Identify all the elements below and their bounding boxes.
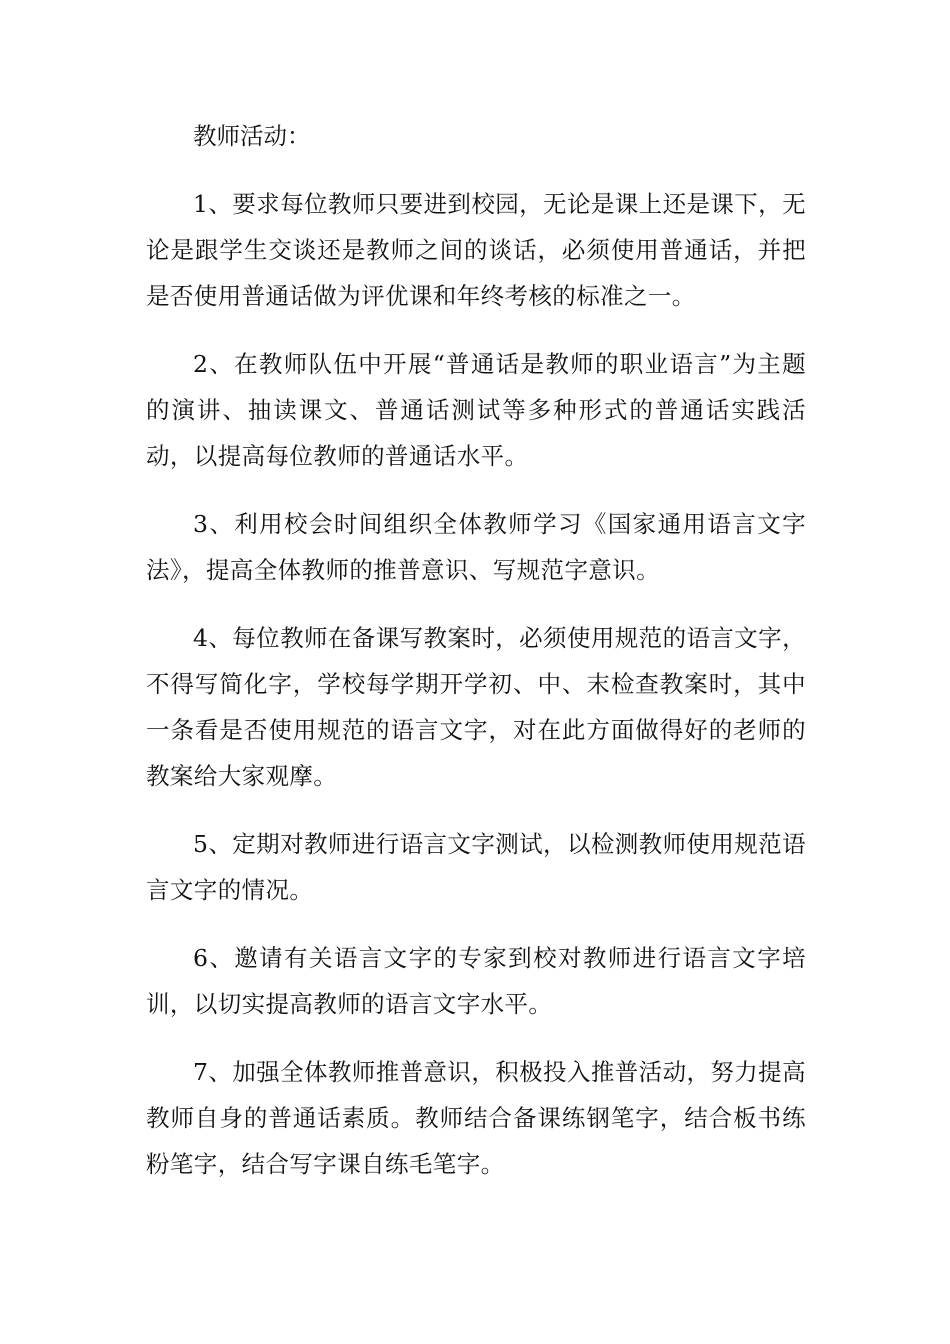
paragraph-item-3: 3、利用校会时间组织全体教师学习《国家通用语言文字法》，提高全体教师的推普意识、写规范字意识。 (146, 510, 806, 584)
paragraph-item-4: 4、每位教师在备课写教案时，必须使用规范的语言文字，不得写简化字，学校每学期开学初、中、末检查教案时，其中一条看是否使用规范的语言文字，对在此方面做得好的老师的教案给大家观摩。 (146, 624, 806, 790)
paragraph-item-1: 1、要求每位教师只要进到校园，无论是课上还是课下，无论是跟学生交谈还是教师之间的谈话，必须使用普通话，并把是否使用普通话做为评优课和年终考核的标准之一。 (146, 190, 806, 310)
paragraph-item-2: 2、在教师队伍中开展“普通话是教师的职业语言”为主题的演讲、抽读课文、普通话测试等多种形式的普通话实践活动，以提高每位教师的普通话水平。 (146, 350, 806, 470)
section-heading: 教师活动： (193, 122, 311, 150)
paragraph-item-5: 5、定期对教师进行语言文字测试，以检测教师使用规范语言文字的情况。 (146, 830, 806, 904)
paragraph-item-6: 6、邀请有关语言文字的专家到校对教师进行语言文字培训，以切实提高教师的语言文字水平。 (146, 944, 806, 1018)
document-body (146, 113, 806, 1209)
paragraph-item-7: 7、加强全体教师推普意识，积极投入推普活动，努力提高教师自身的普通话素质。教师结合备课练钢笔字，结合板书练粉笔字，结合写字课自练毛笔字。 (146, 1058, 806, 1178)
